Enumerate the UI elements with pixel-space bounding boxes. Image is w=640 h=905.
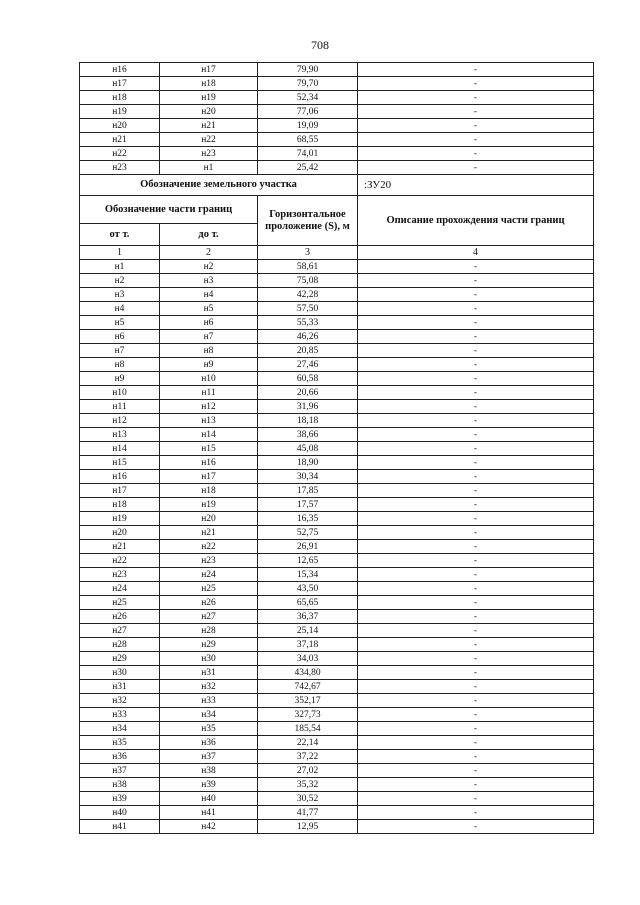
from-point-cell: н21 xyxy=(80,133,160,147)
to-point-cell: н27 xyxy=(160,610,258,624)
description-cell: - xyxy=(358,512,594,526)
table-row xyxy=(80,820,594,834)
description-cell: - xyxy=(358,484,594,498)
length-cell: 75,08 xyxy=(258,274,358,288)
table-row xyxy=(80,260,594,274)
description-cell: - xyxy=(358,624,594,638)
description-cell: - xyxy=(358,147,594,161)
length-cell: 60,58 xyxy=(258,372,358,386)
to-point-cell: н40 xyxy=(160,792,258,806)
from-point-cell: н23 xyxy=(80,161,160,175)
description-cell: - xyxy=(358,442,594,456)
description-cell: - xyxy=(358,105,594,119)
length-cell: 37,18 xyxy=(258,638,358,652)
table-row xyxy=(80,582,594,596)
to-point-cell: н38 xyxy=(160,764,258,778)
table-row xyxy=(80,105,594,119)
length-cell: 65,65 xyxy=(258,596,358,610)
to-point-cell: н20 xyxy=(160,105,258,119)
to-point-cell: н21 xyxy=(160,119,258,133)
parcel-rows xyxy=(80,260,594,834)
to-point-cell: н17 xyxy=(160,63,258,77)
from-point-cell: н31 xyxy=(80,680,160,694)
description-cell: - xyxy=(358,554,594,568)
from-point-cell: н11 xyxy=(80,400,160,414)
length-cell: 17,57 xyxy=(258,498,358,512)
table-row xyxy=(80,119,594,133)
from-point-cell: н16 xyxy=(80,470,160,484)
length-cell: 52,75 xyxy=(258,526,358,540)
column-number-4: 4 xyxy=(358,246,594,260)
to-point-cell: н42 xyxy=(160,820,258,834)
to-point-cell: н30 xyxy=(160,652,258,666)
parcel-label: Обозначение земельного участка xyxy=(80,175,358,196)
from-point-cell: н8 xyxy=(80,358,160,372)
length-cell: 19,09 xyxy=(258,119,358,133)
from-point-cell: н23 xyxy=(80,568,160,582)
to-point-cell: н25 xyxy=(160,582,258,596)
length-cell: 742,67 xyxy=(258,680,358,694)
from-point-cell: н34 xyxy=(80,722,160,736)
table-row xyxy=(80,708,594,722)
table-row xyxy=(80,302,594,316)
boundary-part-header: Обозначение части границ xyxy=(80,196,258,224)
from-point-cell: н26 xyxy=(80,610,160,624)
from-point-cell: н5 xyxy=(80,316,160,330)
table-row xyxy=(80,806,594,820)
length-cell: 20,66 xyxy=(258,386,358,400)
length-cell: 25,42 xyxy=(258,161,358,175)
description-cell: - xyxy=(358,302,594,316)
table-row xyxy=(80,778,594,792)
description-cell: - xyxy=(358,470,594,484)
length-cell: 79,70 xyxy=(258,77,358,91)
to-point-cell: н4 xyxy=(160,288,258,302)
page-number: 708 xyxy=(311,38,329,52)
from-point-cell: н19 xyxy=(80,105,160,119)
from-point-cell: н10 xyxy=(80,386,160,400)
to-point-cell: н16 xyxy=(160,456,258,470)
table-row xyxy=(80,414,594,428)
from-point-cell: н12 xyxy=(80,414,160,428)
from-point-cell: н35 xyxy=(80,736,160,750)
table-row xyxy=(80,638,594,652)
from-point-cell: н38 xyxy=(80,778,160,792)
table-row xyxy=(80,274,594,288)
description-cell: - xyxy=(358,708,594,722)
to-point-cell: н12 xyxy=(160,400,258,414)
length-cell: 327,73 xyxy=(258,708,358,722)
description-cell: - xyxy=(358,792,594,806)
description-cell: - xyxy=(358,288,594,302)
from-point-cell: н17 xyxy=(80,484,160,498)
description-cell: - xyxy=(358,77,594,91)
description-cell: - xyxy=(358,778,594,792)
from-point-cell: н41 xyxy=(80,820,160,834)
description-cell: - xyxy=(358,610,594,624)
description-cell: - xyxy=(358,820,594,834)
table-row xyxy=(80,554,594,568)
continued-rows xyxy=(80,63,594,175)
table-row xyxy=(80,792,594,806)
to-point-cell: н29 xyxy=(160,638,258,652)
description-cell: - xyxy=(358,498,594,512)
to-point-cell: н3 xyxy=(160,274,258,288)
length-cell: 38,66 xyxy=(258,428,358,442)
to-point-cell: н14 xyxy=(160,428,258,442)
table-row xyxy=(80,147,594,161)
description-cell: - xyxy=(358,596,594,610)
table-row xyxy=(80,680,594,694)
description-cell: - xyxy=(358,694,594,708)
description-header: Описание прохождения части границ xyxy=(358,196,594,246)
to-point-cell: н23 xyxy=(160,147,258,161)
length-cell: 18,90 xyxy=(258,456,358,470)
from-point-cell: н37 xyxy=(80,764,160,778)
table-row xyxy=(80,596,594,610)
length-cell: 12,65 xyxy=(258,554,358,568)
from-point-cell: н3 xyxy=(80,288,160,302)
to-point-cell: н19 xyxy=(160,498,258,512)
table-row xyxy=(80,722,594,736)
length-cell: 35,32 xyxy=(258,778,358,792)
to-point-cell: н41 xyxy=(160,806,258,820)
description-cell: - xyxy=(358,274,594,288)
description-cell: - xyxy=(358,63,594,77)
length-cell: 27,46 xyxy=(258,358,358,372)
length-cell: 68,55 xyxy=(258,133,358,147)
description-cell: - xyxy=(358,386,594,400)
description-cell: - xyxy=(358,400,594,414)
length-cell: 16,35 xyxy=(258,512,358,526)
column-number-2: 2 xyxy=(160,246,258,260)
table-row xyxy=(80,652,594,666)
table-row xyxy=(80,133,594,147)
to-point-cell: н2 xyxy=(160,260,258,274)
description-cell: - xyxy=(358,372,594,386)
description-cell: - xyxy=(358,736,594,750)
description-cell: - xyxy=(358,330,594,344)
description-cell: - xyxy=(358,638,594,652)
table-row xyxy=(80,568,594,582)
from-point-cell: н32 xyxy=(80,694,160,708)
to-point-cell: н21 xyxy=(160,526,258,540)
description-cell: - xyxy=(358,456,594,470)
description-cell: - xyxy=(358,358,594,372)
horizontal-length-header: Горизонтальное проложение (S), м xyxy=(258,196,358,246)
to-point-cell: н18 xyxy=(160,484,258,498)
from-point-cell: н22 xyxy=(80,554,160,568)
description-cell: - xyxy=(358,260,594,274)
from-point-cell: н19 xyxy=(80,512,160,526)
description-cell: - xyxy=(358,666,594,680)
parcel-header xyxy=(80,175,594,260)
to-point-cell: н22 xyxy=(160,540,258,554)
table-row xyxy=(80,316,594,330)
length-cell: 57,50 xyxy=(258,302,358,316)
to-point-cell: н37 xyxy=(160,750,258,764)
to-point-cell: н26 xyxy=(160,596,258,610)
from-point-cell: н40 xyxy=(80,806,160,820)
from-point-cell: н4 xyxy=(80,302,160,316)
length-cell: 15,34 xyxy=(258,568,358,582)
length-cell: 42,28 xyxy=(258,288,358,302)
from-point-cell: н21 xyxy=(80,540,160,554)
length-cell: 25,14 xyxy=(258,624,358,638)
table-row xyxy=(80,288,594,302)
length-cell: 12,95 xyxy=(258,820,358,834)
length-cell: 34,03 xyxy=(258,652,358,666)
length-cell: 77,06 xyxy=(258,105,358,119)
table-row xyxy=(80,470,594,484)
table-row xyxy=(80,540,594,554)
to-point-cell: н7 xyxy=(160,330,258,344)
length-cell: 18,18 xyxy=(258,414,358,428)
table-row xyxy=(80,428,594,442)
column-number-3: 3 xyxy=(258,246,358,260)
from-point-cell: н27 xyxy=(80,624,160,638)
length-cell: 58,61 xyxy=(258,260,358,274)
length-cell: 27,02 xyxy=(258,764,358,778)
to-point-cell: н28 xyxy=(160,624,258,638)
to-point-cell: н6 xyxy=(160,316,258,330)
boundary-table xyxy=(79,62,594,834)
from-point-cell: н17 xyxy=(80,77,160,91)
from-point-cell: н13 xyxy=(80,428,160,442)
from-point-header: от т. xyxy=(80,224,160,246)
to-point-cell: н35 xyxy=(160,722,258,736)
to-point-cell: н10 xyxy=(160,372,258,386)
to-point-cell: н19 xyxy=(160,91,258,105)
description-cell: - xyxy=(358,316,594,330)
length-cell: 30,34 xyxy=(258,470,358,484)
table-row xyxy=(80,484,594,498)
table-row xyxy=(80,91,594,105)
from-point-cell: н18 xyxy=(80,498,160,512)
to-point-cell: н32 xyxy=(160,680,258,694)
length-cell: 30,52 xyxy=(258,792,358,806)
description-cell: - xyxy=(358,133,594,147)
length-cell: 20,85 xyxy=(258,344,358,358)
length-cell: 36,37 xyxy=(258,610,358,624)
table-row xyxy=(80,63,594,77)
table-row xyxy=(80,498,594,512)
table-row xyxy=(80,372,594,386)
to-point-cell: н11 xyxy=(160,386,258,400)
length-cell: 37,22 xyxy=(258,750,358,764)
table-row xyxy=(80,610,594,624)
table-row xyxy=(80,358,594,372)
table-row xyxy=(80,736,594,750)
from-point-cell: н15 xyxy=(80,456,160,470)
description-cell: - xyxy=(358,722,594,736)
length-cell: 17,85 xyxy=(258,484,358,498)
description-cell: - xyxy=(358,161,594,175)
table-row xyxy=(80,456,594,470)
to-point-cell: н20 xyxy=(160,512,258,526)
parcel-id: :ЗУ20 xyxy=(358,175,594,196)
from-point-cell: н28 xyxy=(80,638,160,652)
description-cell: - xyxy=(358,344,594,358)
length-cell: 43,50 xyxy=(258,582,358,596)
length-cell: 52,34 xyxy=(258,91,358,105)
description-cell: - xyxy=(358,806,594,820)
table-row xyxy=(80,666,594,680)
length-cell: 434,80 xyxy=(258,666,358,680)
table-row xyxy=(80,330,594,344)
from-point-cell: н39 xyxy=(80,792,160,806)
description-cell: - xyxy=(358,414,594,428)
from-point-cell: н1 xyxy=(80,260,160,274)
from-point-cell: н14 xyxy=(80,442,160,456)
from-point-cell: н20 xyxy=(80,119,160,133)
from-point-cell: н9 xyxy=(80,372,160,386)
length-cell: 352,17 xyxy=(258,694,358,708)
to-point-cell: н18 xyxy=(160,77,258,91)
to-point-cell: н34 xyxy=(160,708,258,722)
description-cell: - xyxy=(358,91,594,105)
table-row xyxy=(80,764,594,778)
from-point-cell: н33 xyxy=(80,708,160,722)
length-cell: 22,14 xyxy=(258,736,358,750)
from-point-cell: н22 xyxy=(80,147,160,161)
length-cell: 45,08 xyxy=(258,442,358,456)
from-point-cell: н7 xyxy=(80,344,160,358)
to-point-cell: н15 xyxy=(160,442,258,456)
to-point-cell: н33 xyxy=(160,694,258,708)
description-cell: - xyxy=(358,680,594,694)
length-cell: 46,26 xyxy=(258,330,358,344)
description-cell: - xyxy=(358,764,594,778)
table-row xyxy=(80,77,594,91)
to-point-cell: н8 xyxy=(160,344,258,358)
to-point-cell: н17 xyxy=(160,470,258,484)
length-cell: 26,91 xyxy=(258,540,358,554)
table-row xyxy=(80,750,594,764)
table-row xyxy=(80,526,594,540)
description-cell: - xyxy=(358,582,594,596)
length-cell: 41,77 xyxy=(258,806,358,820)
description-cell: - xyxy=(358,526,594,540)
to-point-cell: н23 xyxy=(160,554,258,568)
from-point-cell: н29 xyxy=(80,652,160,666)
to-point-header: до т. xyxy=(160,224,258,246)
from-point-cell: н18 xyxy=(80,91,160,105)
to-point-cell: н9 xyxy=(160,358,258,372)
description-cell: - xyxy=(358,652,594,666)
table-row xyxy=(80,386,594,400)
to-point-cell: н13 xyxy=(160,414,258,428)
table-row xyxy=(80,694,594,708)
to-point-cell: н39 xyxy=(160,778,258,792)
from-point-cell: н2 xyxy=(80,274,160,288)
description-cell: - xyxy=(358,750,594,764)
description-cell: - xyxy=(358,568,594,582)
table-row xyxy=(80,344,594,358)
table-row xyxy=(80,442,594,456)
from-point-cell: н16 xyxy=(80,63,160,77)
column-number-1: 1 xyxy=(80,246,160,260)
description-cell: - xyxy=(358,540,594,554)
from-point-cell: н24 xyxy=(80,582,160,596)
length-cell: 31,96 xyxy=(258,400,358,414)
length-cell: 79,90 xyxy=(258,63,358,77)
table-row xyxy=(80,161,594,175)
description-cell: - xyxy=(358,428,594,442)
length-cell: 55,33 xyxy=(258,316,358,330)
table-row xyxy=(80,624,594,638)
to-point-cell: н5 xyxy=(160,302,258,316)
from-point-cell: н30 xyxy=(80,666,160,680)
to-point-cell: н1 xyxy=(160,161,258,175)
from-point-cell: н25 xyxy=(80,596,160,610)
from-point-cell: н6 xyxy=(80,330,160,344)
table-row xyxy=(80,400,594,414)
from-point-cell: н20 xyxy=(80,526,160,540)
description-cell: - xyxy=(358,119,594,133)
length-cell: 74,01 xyxy=(258,147,358,161)
to-point-cell: н36 xyxy=(160,736,258,750)
to-point-cell: н22 xyxy=(160,133,258,147)
length-cell: 185,54 xyxy=(258,722,358,736)
table-row xyxy=(80,512,594,526)
to-point-cell: н24 xyxy=(160,568,258,582)
to-point-cell: н31 xyxy=(160,666,258,680)
from-point-cell: н36 xyxy=(80,750,160,764)
